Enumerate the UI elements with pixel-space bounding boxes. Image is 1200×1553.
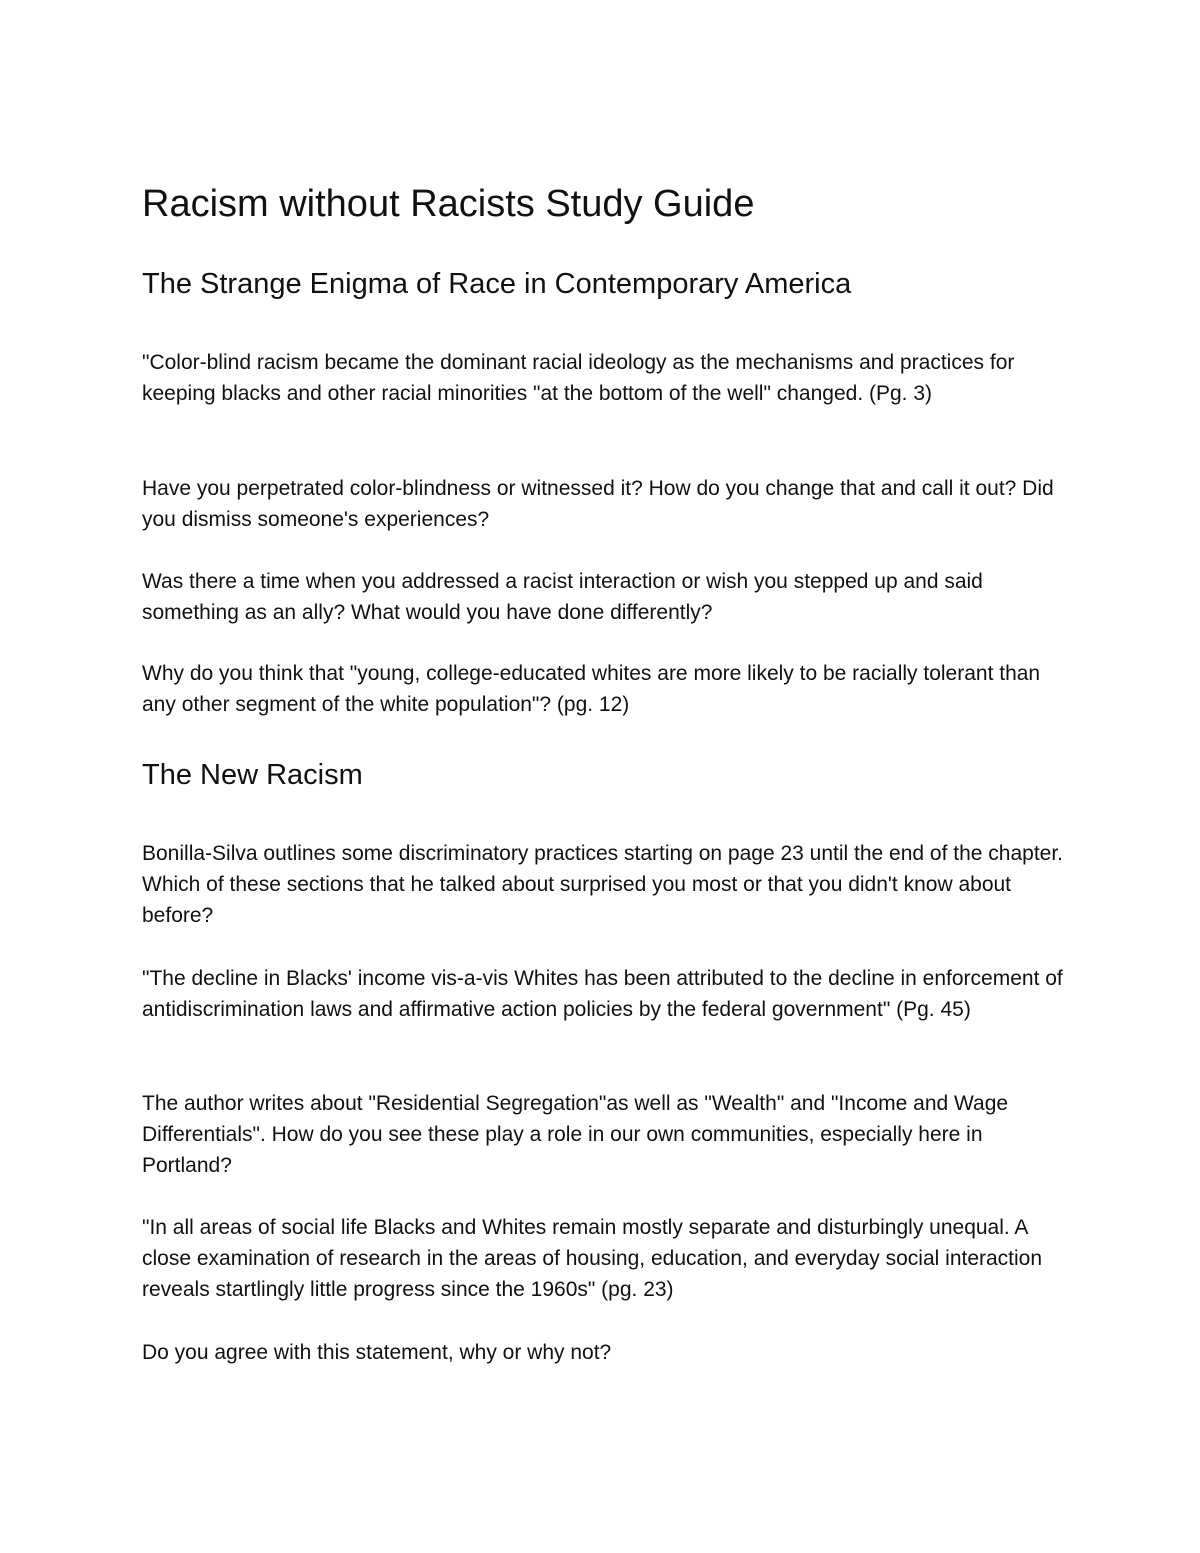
paragraph-residential-segregation: The author writes about "Residential Segregation"as well as "Wealth" and "Income and Wage Differentials". How do you see these play a role in our own communities, especially here in Portland? [142, 1092, 1009, 1177]
paragraph-color-blind-quote: "Color-blind racism became the dominant racial ideology as the mechanisms and practices for keeping blacks and other racial minorities "at the bottom of the well" changed. (Pg. 3) [142, 351, 1015, 405]
section-heading-strange-enigma: The Strange Enigma of Race in Contemporary America [142, 268, 852, 300]
document-title: Racism without Racists Study Guide [142, 183, 755, 225]
paragraph-social-life-quote: "In all areas of social life Blacks and Whites remain mostly separate and disturbingly unequal. A close examination of research in the areas of housing, education, and everyday social interaction reveals startlingly little progress since the 1960s" (pg. 23) [142, 1216, 1043, 1301]
paragraph-college-educated-question: Why do you think that "young, college-educated whites are more likely to be racially tolerant than any other segment of the white population"? (pg. 12) [142, 662, 1041, 716]
paragraph-income-decline-quote: "The decline in Blacks' income vis-a-vis Whites has been attributed to the decline in enforcement of antidiscrimination laws and affirmative action policies by the federal government" (Pg. 45) [142, 967, 1063, 1021]
paragraph-perpetrated-question: Have you perpetrated color-blindness or witnessed it? How do you change that and call it out? Did you dismiss someone's experiences? [142, 477, 1054, 531]
paragraph-discriminatory-practices: Bonilla-Silva outlines some discriminatory practices starting on page 23 until the end of the chapter. Which of these sections that he talked about surprised you most or that you didn't know about before? [142, 842, 1064, 927]
section-heading-new-racism: The New Racism [142, 759, 363, 791]
paragraph-ally-question: Was there a time when you addressed a racist interaction or wish you stepped up and said something as an ally? What would you have done differently? [142, 570, 983, 624]
paragraph-agree-question: Do you agree with this statement, why or why not? [142, 1341, 612, 1364]
